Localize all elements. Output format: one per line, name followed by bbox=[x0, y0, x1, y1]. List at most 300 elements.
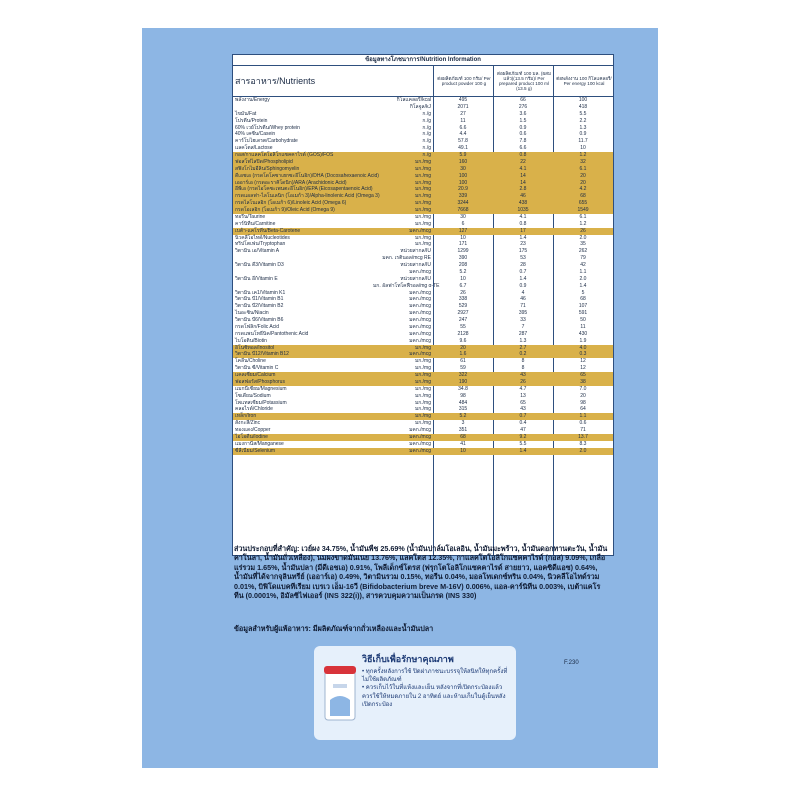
unit: มก./mg bbox=[414, 186, 431, 193]
value-per-100kcal: 1.1 bbox=[579, 268, 587, 275]
unit: มคก./mcg bbox=[409, 440, 431, 447]
table-row bbox=[233, 386, 613, 393]
unit: มก./mg bbox=[414, 172, 431, 179]
value-per-100ml: 175 bbox=[518, 248, 528, 255]
ingredients-label: ส่วนประกอบที่สำคัญ: bbox=[234, 544, 300, 553]
value-per-100ml: 9.2 bbox=[519, 433, 527, 440]
value-per-100g: 315 bbox=[458, 406, 468, 413]
storage-box bbox=[314, 646, 516, 740]
table-row bbox=[233, 400, 613, 407]
unit: มก. อัลฟาโทโคฟีรอล/mg α-TE bbox=[373, 282, 440, 289]
value-per-100g: 3244 bbox=[457, 200, 469, 207]
value-per-100ml: 14 bbox=[520, 172, 526, 179]
unit: มก./mg bbox=[414, 234, 431, 241]
value-per-100ml: 26 bbox=[520, 378, 526, 385]
value-per-100kcal: 4.2 bbox=[579, 186, 587, 193]
storage-item: • ควรเก็บไว้ในที่แห้งและเย็น หลังจากที่เปิดกระป๋องแล้วควรใช้ให้หมดภายใน 2 อาทิตย์ และห้ามเก็บในตู้เย็นหลังเปิดกระป๋อง bbox=[362, 685, 506, 708]
unit: มก./mg bbox=[414, 406, 431, 413]
value-per-100kcal: 68 bbox=[580, 296, 586, 303]
unit: มก./mg bbox=[414, 207, 431, 213]
value-per-100kcal: 11.7 bbox=[578, 138, 588, 145]
nutrient-name: แคลเซียม/Calcium bbox=[235, 372, 276, 378]
value-per-100kcal: 38 bbox=[580, 378, 586, 385]
value-per-100kcal: 98 bbox=[580, 399, 586, 406]
unit: มก./mg bbox=[414, 378, 431, 385]
nutrient-name: โซเดียม/Sodium bbox=[235, 392, 271, 399]
value-per-100kcal: 1549 bbox=[577, 207, 589, 213]
value-per-100ml: 0.8 bbox=[519, 220, 527, 227]
value-per-100kcal: 2.0 bbox=[579, 275, 587, 282]
value-per-100ml: 46 bbox=[520, 296, 526, 303]
value-per-100ml: 33 bbox=[520, 317, 526, 323]
value-per-100ml: 71 bbox=[520, 303, 526, 310]
unit: มคก./mcg bbox=[409, 337, 431, 344]
value-per-100kcal: 2.0 bbox=[579, 447, 587, 454]
nutrient-name: คาร์นิทีน/Carnitine bbox=[235, 220, 276, 227]
nutrient-name: วิตามิน บี12/Vitamin B12 bbox=[235, 351, 289, 358]
unit: มคก./mcg bbox=[409, 427, 431, 433]
value-per-100kcal: 12 bbox=[580, 365, 586, 372]
value-per-100g: 59 bbox=[460, 365, 466, 372]
nutrient-name: วิตามิน บี1/Vitamin B1 bbox=[235, 296, 284, 303]
value-per-100ml: 28 bbox=[520, 262, 526, 268]
nutrient-name: โคลีน/Choline bbox=[235, 358, 266, 365]
value-per-100g: 6 bbox=[461, 220, 465, 227]
nutrient-name: เบต้า-แคโรทีน/Beta-Carotene bbox=[235, 227, 301, 234]
table-row bbox=[233, 420, 613, 427]
nutrient-name: อิโนซิทอล/Inositol bbox=[235, 344, 275, 351]
table-row bbox=[233, 372, 613, 379]
nutrient-name: คลอไรด์/Chloride bbox=[235, 406, 273, 413]
ingredients-block bbox=[234, 544, 608, 600]
value-per-100g: 20 bbox=[460, 344, 466, 351]
table-row bbox=[233, 331, 613, 338]
unit: มคก./mcg bbox=[409, 433, 431, 440]
nutrient-name: กรดไลโนเลอิก (โอเมก้า 6)/Linoleic Acid (Omega 6) bbox=[235, 200, 347, 207]
value-per-100kcal: 32 bbox=[580, 158, 586, 165]
nutrition-table bbox=[232, 54, 614, 556]
value-per-100kcal: 12 bbox=[580, 358, 586, 365]
nutrient-name: ไขมัน/Fat bbox=[235, 110, 257, 117]
table-row bbox=[233, 448, 613, 455]
value-per-100ml: 43 bbox=[520, 372, 526, 378]
value-per-100kcal: 2.0 bbox=[579, 234, 587, 241]
value-per-100g: 484 bbox=[458, 399, 468, 406]
value-per-100g: 247 bbox=[458, 317, 468, 323]
unit: มคก./mcg bbox=[409, 317, 431, 323]
nutrient-name: สฟิงโกไมอีลิน/Sphingomyelin bbox=[235, 165, 300, 172]
unit: มก./mg bbox=[414, 165, 431, 172]
nutrient-name: คาร์โบไฮเดรต/Carbohydrate bbox=[235, 138, 298, 145]
value-per-100g: 351 bbox=[458, 427, 468, 433]
value-per-100g: 5.9 bbox=[459, 152, 467, 158]
value-per-100g: 27 bbox=[460, 110, 466, 117]
allergy-info: ข้อมูลสำหรับผู้แพ้อาหาร: มีผลิตภัณฑ์จากถั่วเหลืองและน้ำมันปลา bbox=[234, 624, 434, 633]
unit: มคก./mcg bbox=[409, 330, 431, 337]
table-row bbox=[233, 338, 613, 345]
value-per-100g: 20.9 bbox=[458, 186, 468, 193]
table-row bbox=[233, 351, 613, 358]
table-row bbox=[233, 324, 613, 331]
table-row bbox=[233, 200, 613, 207]
value-per-100kcal: 1.4 bbox=[579, 282, 587, 289]
nutrient-name: แลคโตส/Lactose bbox=[235, 145, 273, 152]
nutrient-name: อีพีเอ (กรดไอโคซะเพนตะอีโนอิก)/EPA (Eicosapentaenoic Acid) bbox=[235, 186, 373, 193]
value-per-100g: 4.4 bbox=[459, 131, 467, 138]
nutrient-name: โปรตีน/Protein bbox=[235, 117, 268, 124]
value-per-100ml: 17 bbox=[520, 227, 526, 234]
value-per-100kcal: 8.3 bbox=[579, 440, 587, 447]
nutrient-name: นิวคลีโอไทด์/Nucleotides bbox=[235, 234, 290, 241]
value-per-100ml: 4 bbox=[521, 289, 525, 296]
value-per-100g: 10 bbox=[460, 275, 466, 282]
value-per-100ml: 1035 bbox=[517, 207, 529, 213]
table-row bbox=[233, 138, 613, 145]
unit: มคก./mcg bbox=[409, 303, 431, 310]
value-per-100g: 55 bbox=[460, 323, 466, 330]
value-per-100ml: 65 bbox=[520, 399, 526, 406]
table-row bbox=[233, 290, 613, 297]
value-per-100ml: 0.7 bbox=[519, 268, 527, 275]
value-per-100kcal: 1.2 bbox=[579, 220, 587, 227]
value-per-100g: 208 bbox=[458, 262, 468, 268]
table-row bbox=[233, 145, 613, 152]
nutrient-name: กรดแพนโทธีนิค/Pantothenic Acid bbox=[235, 330, 309, 337]
unit: มก./mg bbox=[414, 392, 431, 399]
value-per-100g: 322 bbox=[458, 372, 468, 378]
value-per-100ml: 0.7 bbox=[519, 413, 527, 420]
value-per-100ml: 0.9 bbox=[519, 282, 527, 289]
value-per-100ml: 2.7 bbox=[519, 344, 527, 351]
table-row bbox=[233, 262, 613, 269]
unit: หน่วยสากล/IU bbox=[400, 262, 431, 268]
value-per-100ml: 4.1 bbox=[519, 213, 527, 220]
value-per-100ml: 53 bbox=[520, 255, 526, 262]
value-per-100ml: 6.6 bbox=[519, 145, 527, 152]
value-per-100ml: 1.5 bbox=[519, 117, 527, 124]
table-row bbox=[233, 406, 613, 413]
nutrient-name: เออาร์เอ (กรดอะราคิโดนิก)/ARA (Arachidonic Acid) bbox=[235, 179, 347, 186]
value-per-100g: 2128 bbox=[457, 330, 469, 337]
value-per-100g: 5.2 bbox=[459, 413, 467, 420]
value-per-100g: 100 bbox=[458, 172, 468, 179]
product-code: F.230 bbox=[564, 660, 579, 666]
value-per-100kcal: 1.3 bbox=[579, 124, 587, 131]
value-per-100g: 26 bbox=[460, 289, 466, 296]
table-row bbox=[233, 97, 613, 104]
table-row bbox=[233, 228, 613, 235]
value-per-100ml: 1.4 bbox=[519, 447, 527, 454]
value-per-100g: 61 bbox=[460, 358, 466, 365]
table-row bbox=[233, 310, 613, 317]
unit: มคก./mcg bbox=[409, 289, 431, 296]
unit: มก./mg bbox=[414, 413, 431, 420]
value-per-100kcal: 26 bbox=[580, 227, 586, 234]
value-per-100kcal: 13.7 bbox=[578, 433, 588, 440]
value-per-100ml: 8 bbox=[521, 365, 525, 372]
value-per-100g: 529 bbox=[458, 303, 468, 310]
value-per-100ml: 14 bbox=[520, 179, 526, 186]
value-per-100ml: 5.5 bbox=[519, 440, 527, 447]
value-per-100kcal: 1.1 bbox=[579, 413, 587, 420]
value-per-100g: 190 bbox=[458, 378, 468, 385]
unit: มคก./mcg bbox=[409, 296, 431, 303]
value-per-100kcal: 107 bbox=[578, 303, 588, 310]
header-nutrients: สารอาหาร/Nutrients bbox=[235, 76, 316, 86]
value-per-100kcal: 0.3 bbox=[579, 351, 587, 358]
value-per-100g: 34.8 bbox=[458, 385, 468, 392]
value-per-100ml: 0.8 bbox=[519, 152, 527, 158]
nutrient-name: ไบโอติน/Biotin bbox=[235, 337, 267, 344]
table-row bbox=[233, 283, 613, 290]
value-per-100g: 30 bbox=[460, 165, 466, 172]
nutrient-name: ซีลีเนียม/Selenium bbox=[235, 447, 276, 454]
value-per-100g: 495 bbox=[458, 97, 468, 103]
nutrient-name: ทอรีน/Taurine bbox=[235, 213, 266, 220]
value-per-100g: 390 bbox=[458, 255, 468, 262]
value-per-100kcal: 1.9 bbox=[579, 337, 587, 344]
value-per-100g: 3 bbox=[461, 420, 465, 427]
value-per-100kcal: 0.6 bbox=[579, 420, 587, 427]
value-per-100kcal: 262 bbox=[578, 248, 588, 255]
value-per-100ml: 4.7 bbox=[519, 385, 527, 392]
value-per-100ml: 7.8 bbox=[519, 138, 527, 145]
nutrient-name: กรดโอเลอิก (โอเมก้า 9)/Oleic Acid (Omega 9) bbox=[235, 207, 335, 213]
unit: มคก./mcg bbox=[409, 227, 431, 234]
nutrient-name: ดีเอชเอ (กรดโดโคซาเฮกซะอีโนอิก)/DHA (Docosahexaenoic Acid) bbox=[235, 172, 379, 179]
table-row bbox=[233, 276, 613, 283]
nutrient-name: กรดโฟลิก/Folic Acid bbox=[235, 323, 280, 330]
value-per-100kcal: 100 bbox=[578, 97, 588, 103]
value-per-100ml: 1.4 bbox=[519, 275, 527, 282]
value-per-100g: 10 bbox=[460, 447, 466, 454]
table-row bbox=[233, 434, 613, 441]
value-per-100g: 49.1 bbox=[458, 145, 468, 152]
value-per-100kcal: 4.0 bbox=[579, 344, 587, 351]
value-per-100ml: 3.6 bbox=[519, 110, 527, 117]
table-title: ข้อมูลทางโภชนาการ/Nutrition Information bbox=[233, 55, 613, 66]
value-per-100kcal: 79 bbox=[580, 255, 586, 262]
nutrient-name: วิตามิน อี/Vitamin E bbox=[235, 275, 278, 282]
nutrient-name: วิตามิน ดี3/Vitamin D3 bbox=[235, 262, 284, 268]
table-header bbox=[233, 66, 613, 97]
value-per-100g: 10 bbox=[460, 234, 466, 241]
nutrient-name: ทองแดง/Copper bbox=[235, 427, 271, 433]
value-per-100kcal: 20 bbox=[580, 179, 586, 186]
unit: หน่วยสากล/IU bbox=[400, 248, 431, 255]
unit: ก./g bbox=[422, 110, 431, 117]
value-per-100kcal: 65 bbox=[580, 372, 586, 378]
value-per-100g: 127 bbox=[458, 227, 468, 234]
header-per-100kcal: ต่อพลังงาน 100 กิโลแคลอรี/ Per energy 100 kcal bbox=[553, 66, 614, 96]
value-per-100kcal: 418 bbox=[578, 103, 588, 110]
nutrient-name: ไนอะซิน/Niacin bbox=[235, 310, 269, 317]
value-per-100kcal: 0.9 bbox=[579, 131, 587, 138]
value-per-100kcal: 10 bbox=[580, 145, 586, 152]
table-row bbox=[233, 111, 613, 118]
value-per-100g: 171 bbox=[458, 241, 468, 248]
value-per-100kcal: 42 bbox=[580, 262, 586, 268]
value-per-100g: 1299 bbox=[457, 248, 469, 255]
value-per-100kcal: 7.0 bbox=[579, 385, 587, 392]
value-per-100ml: 47 bbox=[520, 427, 526, 433]
value-per-100g: 2071 bbox=[457, 103, 469, 110]
table-body bbox=[233, 97, 613, 455]
value-per-100kcal: 50 bbox=[580, 317, 586, 323]
unit: ก./g bbox=[422, 152, 431, 158]
value-per-100kcal: 11 bbox=[580, 323, 586, 330]
value-per-100g: 6.6 bbox=[459, 124, 467, 131]
table-row bbox=[233, 166, 613, 173]
value-per-100ml: 0.9 bbox=[519, 124, 527, 131]
nutrient-name: สังกะสี/Zinc bbox=[235, 420, 261, 427]
value-per-100g: 2927 bbox=[457, 310, 469, 317]
nutrient-name: โพแทสเซียม/Potassium bbox=[235, 399, 287, 406]
unit: กิโลจูล/kJ bbox=[409, 103, 431, 110]
table-row bbox=[233, 441, 613, 448]
value-per-100g: 9.6 bbox=[459, 337, 467, 344]
table-row bbox=[233, 303, 613, 310]
value-per-100ml: 66 bbox=[520, 97, 526, 103]
value-per-100g: 68 bbox=[460, 433, 466, 440]
table-row bbox=[233, 241, 613, 248]
nutrient-name: วิตามิน เค1/Vitamin K1 bbox=[235, 289, 286, 296]
table-row bbox=[233, 296, 613, 303]
unit: มก./mg bbox=[414, 193, 431, 200]
table-row bbox=[233, 152, 613, 159]
value-per-100g: 1.6 bbox=[459, 351, 467, 358]
table-row bbox=[233, 255, 613, 262]
value-per-100kcal: 5 bbox=[581, 289, 585, 296]
nutrient-name: 60% เวย์โปรตีน/Whey protein bbox=[235, 124, 300, 131]
value-per-100g: 30 bbox=[460, 213, 466, 220]
value-per-100ml: 1.3 bbox=[519, 337, 527, 344]
unit: มก./mg bbox=[414, 179, 431, 186]
nutrient-name: วิตามิน เอ/Vitamin A bbox=[235, 248, 280, 255]
unit: มก./mg bbox=[414, 365, 431, 372]
header-per-100g: ต่อผลิตภัณฑ์ 100 กรัม/ Per product powder 100 g bbox=[433, 66, 494, 96]
value-per-100g: 338 bbox=[458, 296, 468, 303]
value-per-100kcal: 71 bbox=[580, 427, 586, 433]
value-per-100g: 11 bbox=[460, 117, 466, 124]
table-row bbox=[233, 427, 613, 434]
nutrient-name: เหล็ก/Iron bbox=[235, 413, 257, 420]
unit: มก./mg bbox=[414, 399, 431, 406]
value-per-100ml: 4.1 bbox=[519, 165, 527, 172]
value-per-100g: 339 bbox=[458, 193, 468, 200]
nutrient-name: ฟอสโฟไลปิด/Phospholipid bbox=[235, 158, 293, 165]
unit: มคก./mcg bbox=[409, 447, 431, 454]
value-per-100kcal: 5.5 bbox=[579, 110, 587, 117]
table-row bbox=[233, 345, 613, 352]
table-row bbox=[233, 365, 613, 372]
nutrient-name: แมกนีเซียม/Magnesium bbox=[235, 385, 287, 392]
value-per-100kcal: 591 bbox=[578, 310, 588, 317]
unit: มก./mg bbox=[414, 372, 431, 378]
unit: มคก./mcg bbox=[409, 323, 431, 330]
table-row bbox=[233, 118, 613, 125]
unit: ก./g bbox=[422, 117, 431, 124]
value-per-100g: 6.7 bbox=[459, 282, 467, 289]
value-per-100kcal: 430 bbox=[578, 330, 588, 337]
label-panel bbox=[142, 28, 658, 768]
table-row bbox=[233, 125, 613, 132]
value-per-100kcal: 6.1 bbox=[579, 213, 587, 220]
nutrient-name: แมงกานีส/Manganese bbox=[235, 440, 284, 447]
value-per-100ml: 0.6 bbox=[519, 131, 527, 138]
table-row bbox=[233, 207, 613, 214]
value-per-100ml: 0.4 bbox=[519, 420, 527, 427]
storage-title: วิธีเก็บเพื่อรักษาคุณภาพ bbox=[362, 654, 454, 664]
unit: มก./mg bbox=[414, 358, 431, 365]
table-row bbox=[233, 379, 613, 386]
value-per-100ml: 2.8 bbox=[519, 186, 527, 193]
value-per-100kcal: 6.1 bbox=[579, 165, 587, 172]
nutrient-name: กอส/กาแลคโตโอลิโกแซคคาไรด์ (GOS)/FOS bbox=[235, 152, 334, 158]
value-per-100ml: 1.4 bbox=[519, 234, 527, 241]
table-row bbox=[233, 214, 613, 221]
ingredients-text: เวย์ผง 34.75%, น้ำมันพืช 25.69% (น้ำมันปาล์มโอเลอิน, น้ำมันมะพร้าว, น้ำมันดอกทานตะวัน, น้ำมันคาโนลา, น้ำมันถั่วเหลือง), นมผงขาดมันเนย 13.76%, แลคโตส 12.35%, กาแลคโตโอลิโกแซคคาไรด์ (กอส) 9.09%, เกลือแร่รวม 1.65%, น้ำมันปลา (มีดีเอชเอ) 0.91%, โพลีเด็กซ์โตรส (ฟรุกโตโอลิโกแซคคาไรด์ สายยาว, แอคซิดีแอซ) 0.64%, น้ำมันที่ได้จากจุลินทรีย์ (เออาร์เอ) 0.49%, วิตามินรวม 0.15%, ทอรีน 0.04%, มอลโทเดกซ์ทริน 0.04%, นิวคลีโอไทด์รวม 0.01%, บิฟิโดแบคทีเรียม เบรเว เอ็ม-16วี (Bifidobacterium breve M-16V) 0.006%, แอล-คาร์นิทีน 0.003%, เบต้าแคโรทีน (0.0001%, อิมัลซิไฟเออร์ (INS 322(i)), สารควบคุมความเป็นกรด (INS 330) bbox=[234, 544, 608, 601]
unit: มก./mg bbox=[414, 220, 431, 227]
value-per-100g: 7668 bbox=[457, 207, 469, 213]
value-per-100ml: 0.2 bbox=[519, 351, 527, 358]
unit: หน่วยสากล/IU bbox=[400, 275, 431, 282]
value-per-100ml: 43 bbox=[520, 406, 526, 413]
table-row bbox=[233, 269, 613, 276]
value-per-100kcal: 20 bbox=[580, 172, 586, 179]
table-row bbox=[233, 317, 613, 324]
value-per-100g: 160 bbox=[458, 158, 468, 165]
table-row bbox=[233, 104, 613, 111]
table-row bbox=[233, 358, 613, 365]
value-per-100g: 98 bbox=[460, 392, 466, 399]
table-row bbox=[233, 221, 613, 228]
value-per-100ml: 46 bbox=[520, 193, 526, 200]
nutrient-name: วิตามิน ซี/Vitamin C bbox=[235, 365, 279, 372]
formula-can-icon bbox=[322, 664, 358, 722]
value-per-100ml: 22 bbox=[520, 158, 526, 165]
unit: มคก./mcg bbox=[409, 351, 431, 358]
unit: มก./mg bbox=[414, 158, 431, 165]
unit: มก./mg bbox=[414, 420, 431, 427]
nutrient-name: 40% เคซีน/Casein bbox=[235, 131, 276, 138]
value-per-100kcal: 1.2 bbox=[579, 152, 587, 158]
value-per-100g: 5.2 bbox=[459, 268, 467, 275]
nutrient-name: ทริปโตเฟน/Tryptophan bbox=[235, 241, 286, 248]
value-per-100ml: 395 bbox=[518, 310, 528, 317]
nutrient-name: วิตามิน บี6/Vitamin B6 bbox=[235, 317, 284, 323]
value-per-100ml: 276 bbox=[518, 103, 528, 110]
value-per-100ml: 13 bbox=[520, 392, 526, 399]
nutrient-name: พลังงาน/Energy bbox=[235, 97, 270, 103]
unit: มคก./mcg bbox=[409, 268, 431, 275]
value-per-100g: 41 bbox=[460, 440, 466, 447]
storage-item: • ทุกครั้งหลังการใช้ ปิดฝาภาชนะบรรจุให้สนิทให้ทุกครั้งที่ไม่ใช้ผลิตภัณฑ์ bbox=[362, 669, 508, 684]
value-per-100g: 57.8 bbox=[458, 138, 468, 145]
unit: ก./g bbox=[422, 145, 431, 152]
value-per-100kcal: 68 bbox=[580, 193, 586, 200]
unit: มก./mg bbox=[414, 385, 431, 392]
value-per-100kcal: 2.2 bbox=[579, 117, 587, 124]
table-row bbox=[233, 413, 613, 420]
table-row bbox=[233, 159, 613, 166]
value-per-100ml: 438 bbox=[518, 200, 528, 207]
storage-instructions bbox=[362, 668, 512, 709]
unit: ก./g bbox=[422, 138, 431, 145]
value-per-100kcal: 20 bbox=[580, 392, 586, 399]
table-row bbox=[233, 173, 613, 180]
unit: กิโลแคลอรี/kcal bbox=[396, 97, 431, 103]
